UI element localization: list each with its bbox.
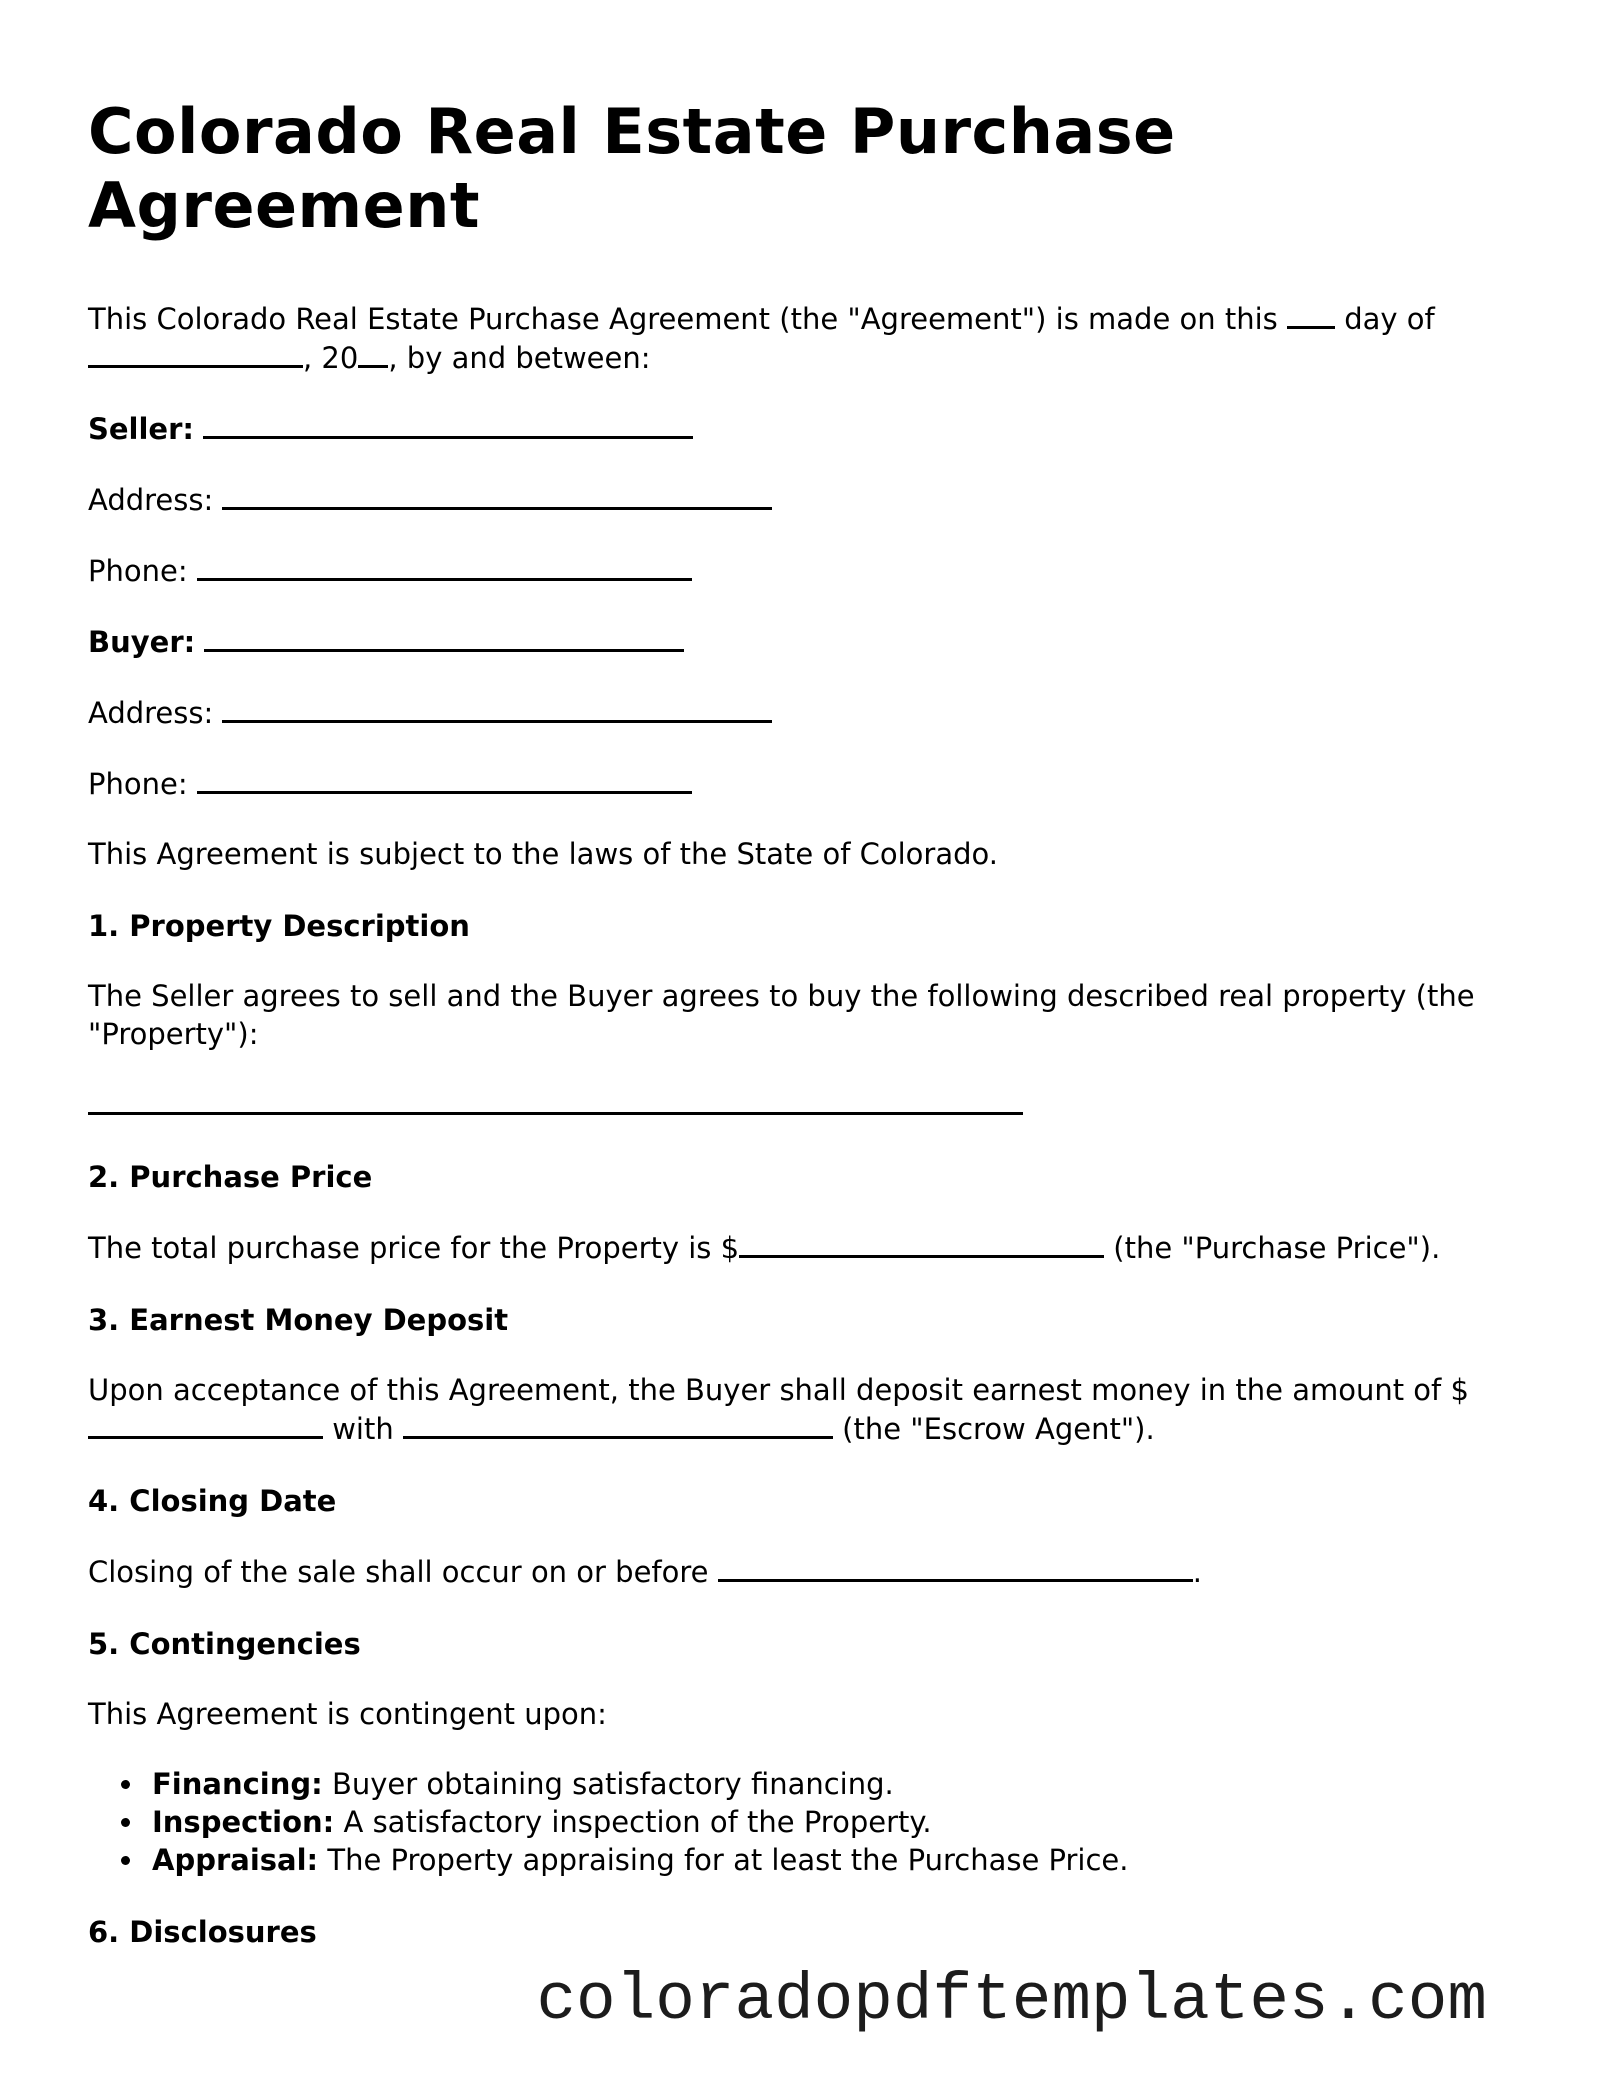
section-heading-purchase-price: 2. Purchase Price <box>88 1160 373 1194</box>
buyer-address-field-row <box>88 693 1535 732</box>
property-description-blank-field[interactable] <box>88 1085 1023 1115</box>
closing-date-text-1: Closing of the sale shall occur on or before <box>88 1555 718 1589</box>
seller-name-blank-field[interactable] <box>203 409 693 439</box>
purchase-price-blank-field[interactable] <box>739 1228 1104 1258</box>
earnest-amount-blank-field[interactable] <box>88 1409 323 1439</box>
contingency-list <box>88 1765 1535 1879</box>
inspection-label: Inspection: <box>152 1805 335 1839</box>
buyer-phone-field-row <box>88 764 1535 803</box>
buyer-phone-label: Phone: <box>88 767 188 801</box>
day-blank-field[interactable] <box>1287 299 1335 329</box>
financing-label: Financing: <box>152 1767 323 1801</box>
appraisal-label: Appraisal: <box>152 1843 319 1877</box>
intro-text-4: , by and between: <box>388 341 651 375</box>
buyer-field-row <box>88 622 1535 661</box>
list-item-appraisal <box>146 1841 1535 1879</box>
appraisal-text: The Property appraising for at least the Purchase Price. <box>318 1843 1129 1877</box>
inspection-text: A satisfactory inspection of the Property. <box>334 1805 932 1839</box>
buyer-address-label: Address: <box>88 696 214 730</box>
seller-address-field-row <box>88 480 1535 519</box>
section-heading-property-description: 1. Property Description <box>88 909 470 943</box>
property-description-paragraph: The Seller agrees to sell and the Buyer agrees to buy the following described real property (the "Property"): <box>88 979 1475 1051</box>
closing-date-blank-field[interactable] <box>718 1552 1193 1582</box>
earnest-money-text-3: (the "Escrow Agent"). <box>832 1412 1155 1446</box>
year-blank-field[interactable] <box>358 338 388 368</box>
list-item-financing <box>146 1765 1535 1803</box>
section-heading-disclosures: 6. Disclosures <box>88 1915 317 1949</box>
purchase-price-text-2: (the "Purchase Price"). <box>1104 1231 1441 1265</box>
earnest-money-text-1: Upon acceptance of this Agreement, the Buyer shall deposit earnest money in the amount of $ <box>88 1373 1469 1407</box>
seller-phone-field-row <box>88 551 1535 590</box>
closing-date-paragraph <box>88 1552 1535 1591</box>
seller-phone-label: Phone: <box>88 554 188 588</box>
intro-text-3: , 20 <box>303 341 359 375</box>
section-heading-contingencies: 5. Contingencies <box>88 1627 361 1661</box>
site-watermark: coloradopdftemplates.com <box>536 1963 1487 2038</box>
escrow-agent-blank-field[interactable] <box>403 1409 833 1439</box>
buyer-phone-blank-field[interactable] <box>197 764 692 794</box>
purchase-price-text-1: The total purchase price for the Property is $ <box>88 1231 740 1265</box>
earnest-money-paragraph <box>88 1371 1535 1448</box>
seller-label: Seller: <box>88 412 195 446</box>
earnest-money-text-2: with <box>323 1412 403 1446</box>
purchase-price-paragraph <box>88 1228 1535 1267</box>
month-blank-field[interactable] <box>88 338 303 368</box>
buyer-name-blank-field[interactable] <box>204 622 684 652</box>
financing-text: Buyer obtaining satisfactory financing. <box>322 1767 894 1801</box>
intro-text-1: This Colorado Real Estate Purchase Agreement (the "Agreement") is made on this <box>88 302 1287 336</box>
section-heading-closing-date: 4. Closing Date <box>88 1484 337 1518</box>
seller-address-label: Address: <box>88 483 214 517</box>
property-description-blank-row <box>88 1085 1535 1124</box>
contingencies-intro-paragraph: This Agreement is contingent upon: <box>88 1697 607 1731</box>
page-title: Colorado Real Estate Purchase Agreement <box>88 95 1176 242</box>
intro-text-2: day of <box>1335 302 1435 336</box>
seller-phone-blank-field[interactable] <box>197 551 692 581</box>
intro-paragraph <box>88 299 1535 377</box>
seller-field-row <box>88 409 1535 448</box>
closing-date-text-2: . <box>1192 1555 1202 1589</box>
buyer-address-blank-field[interactable] <box>222 693 772 723</box>
seller-address-blank-field[interactable] <box>222 480 772 510</box>
governing-law-paragraph: This Agreement is subject to the laws of the State of Colorado. <box>88 837 998 871</box>
list-item-inspection <box>146 1803 1535 1841</box>
section-heading-earnest-money: 3. Earnest Money Deposit <box>88 1303 509 1337</box>
buyer-label: Buyer: <box>88 625 196 659</box>
